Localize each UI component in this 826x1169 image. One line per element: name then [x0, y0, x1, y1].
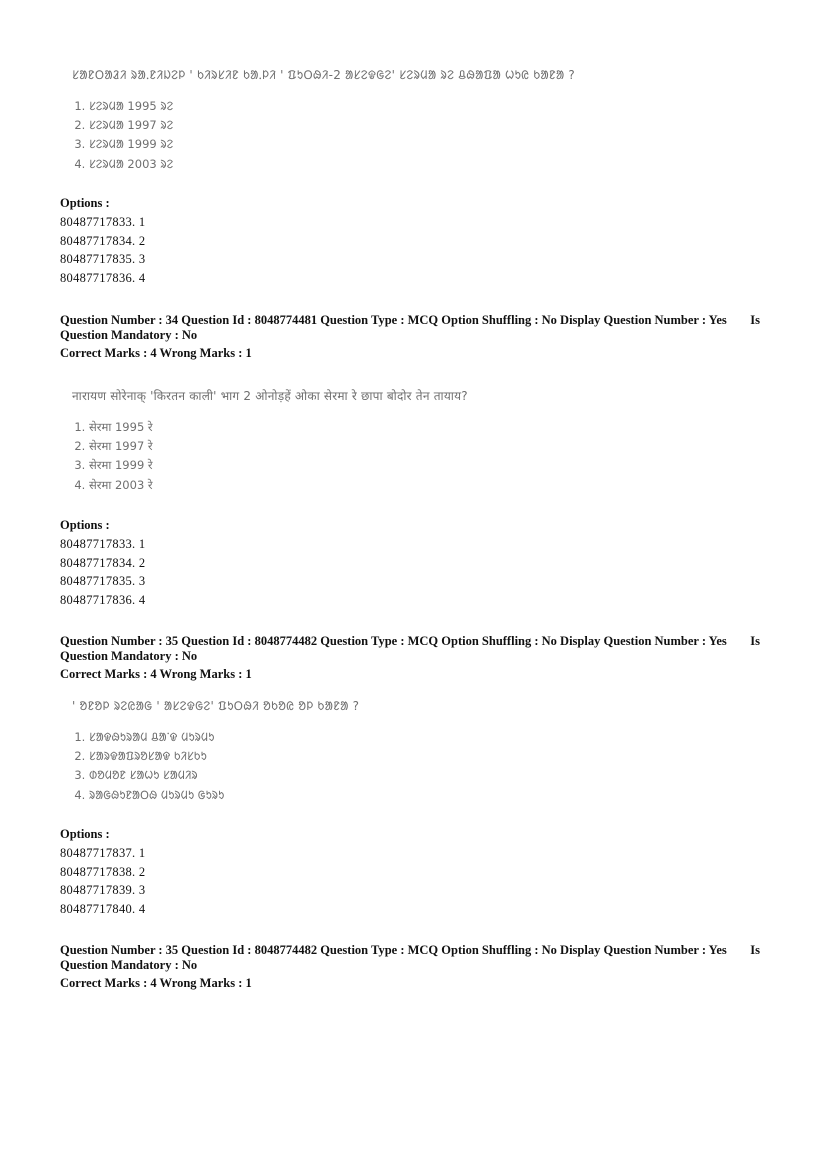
options-list — [60, 825, 145, 918]
question-text: ᱥᱟᱱᱛᱟᱲᱤ ᱨᱟᱹᱱᱤᱡᱮᱞ ' ᱠᱤᱨᱥᱤᱱ ᱠᱟᱹᱞᱤ ' ᱯᱩᱛᱷᱤ-2 ᱟᱥᱮᱫᱜᱮ' ᱥᱮᱨᱢᱟ ᱨᱮ ᱪᱷᱟᱯᱟ ᱦᱩᱭ ᱠᱟᱱᱟ ? — [72, 68, 575, 82]
question-mandatory: Question Mandatory : No — [60, 649, 198, 663]
question-option: 1. ᱥᱟᱫᱷᱩᱨᱟᱢ ᱪᱟᱸᱫ ᱢᱩᱨᱢᱩ — [89, 728, 359, 747]
question-option: 2. ᱥᱟᱨᱫᱟᱯᱨᱚᱥᱟᱫ ᱠᱤᱥᱠᱩ — [89, 747, 359, 766]
option-id: 80487717835. 3 — [60, 574, 146, 589]
question-option: 4. ᱥᱮᱨᱢᱟ 2003 ᱨᱮ — [89, 155, 575, 174]
option-id: 80487717834. 2 — [60, 555, 146, 570]
question-image — [72, 697, 359, 805]
question-meta — [60, 943, 760, 992]
options-label: Options : — [60, 196, 110, 210]
option-id: 80487717837. 1 — [60, 846, 146, 860]
question-option: 2. ᱥᱮᱨᱢᱟ 1997 ᱨᱮ — [89, 116, 575, 135]
question-option: 2. सेरमा 1997 रे — [89, 437, 468, 456]
question-option: 1. सेरमा 1995 रे — [89, 418, 468, 437]
options-label: Options : — [60, 518, 110, 532]
options-list — [60, 194, 145, 287]
question-option: 3. सेरमा 1999 रे — [89, 456, 468, 475]
question-image — [72, 66, 575, 174]
option-id: 80487717838. 2 — [60, 864, 146, 879]
option-id: 80487717836. 4 — [60, 270, 146, 285]
options-label: Options : — [60, 827, 110, 841]
question-text: ' ᱚᱱᱚᱞ ᱨᱮᱭᱟᱜ ' ᱟᱥᱮᱫᱜᱮ' ᱯᱩᱛᱷᱤ ᱚᱠᱚᱭ ᱚᱞ ᱠᱟᱱᱟ ? — [72, 699, 360, 713]
question-option: 3. ᱰᱚᱢᱚᱱ ᱥᱟᱦᱩ ᱥᱟᱢᱤᱨ — [89, 766, 359, 785]
option-id: 80487717836. 4 — [60, 592, 146, 607]
question-meta-line-end: Is — [750, 634, 760, 648]
question-marks: Correct Marks : 4 Wrong Marks : 1 — [60, 976, 252, 990]
question-option-list — [72, 97, 575, 174]
question-marks: Correct Marks : 4 Wrong Marks : 1 — [60, 667, 252, 681]
question-option: 4. सेरमा 2003 रे — [89, 476, 468, 495]
question-meta-line: Question Number : 35 Question Id : 8048774482 Question Type : MCQ Option Shuffling : No Display Question Number : Yes — [60, 634, 727, 648]
question-option: 1. ᱥᱮᱨᱢᱟ 1995 ᱨᱮ — [89, 97, 575, 116]
option-id: 80487717834. 2 — [60, 233, 146, 248]
options-list — [60, 516, 145, 609]
question-meta-line: Question Number : 34 Question Id : 8048774481 Question Type : MCQ Option Shuffling : No Display Question Number : Yes — [60, 313, 727, 327]
option-id: 80487717840. 4 — [60, 901, 146, 916]
option-id: 80487717833. 1 — [60, 215, 146, 229]
question-meta-line: Question Number : 35 Question Id : 8048774482 Question Type : MCQ Option Shuffling : No Display Question Number : Yes — [60, 943, 727, 957]
question-meta — [60, 634, 760, 683]
question-option-list — [72, 418, 468, 495]
question-marks: Correct Marks : 4 Wrong Marks : 1 — [60, 346, 252, 360]
question-meta-line-end: Is — [750, 943, 760, 957]
question-mandatory: Question Mandatory : No — [60, 328, 198, 342]
question-option-list — [72, 728, 359, 805]
question-mandatory: Question Mandatory : No — [60, 958, 198, 972]
question-image — [72, 387, 468, 495]
question-option: 3. ᱥᱮᱨᱢᱟ 1999 ᱨᱮ — [89, 135, 575, 154]
option-id: 80487717839. 3 — [60, 883, 146, 898]
option-id: 80487717835. 3 — [60, 252, 146, 267]
question-text: नारायण सोरेनाक् 'किरतन काली' भाग 2 ओनोड़हें ओका सेरमा रे छापा बोदोर तेन तायाय? — [72, 389, 468, 403]
question-meta — [60, 313, 760, 362]
option-id: 80487717833. 1 — [60, 537, 146, 551]
question-option: 4. ᱨᱟᱜᱷᱩᱱᱟᱛᱷ ᱢᱩᱨᱢᱩ ᱜᱩᱨᱩ — [89, 786, 359, 805]
question-meta-line-end: Is — [750, 313, 760, 327]
